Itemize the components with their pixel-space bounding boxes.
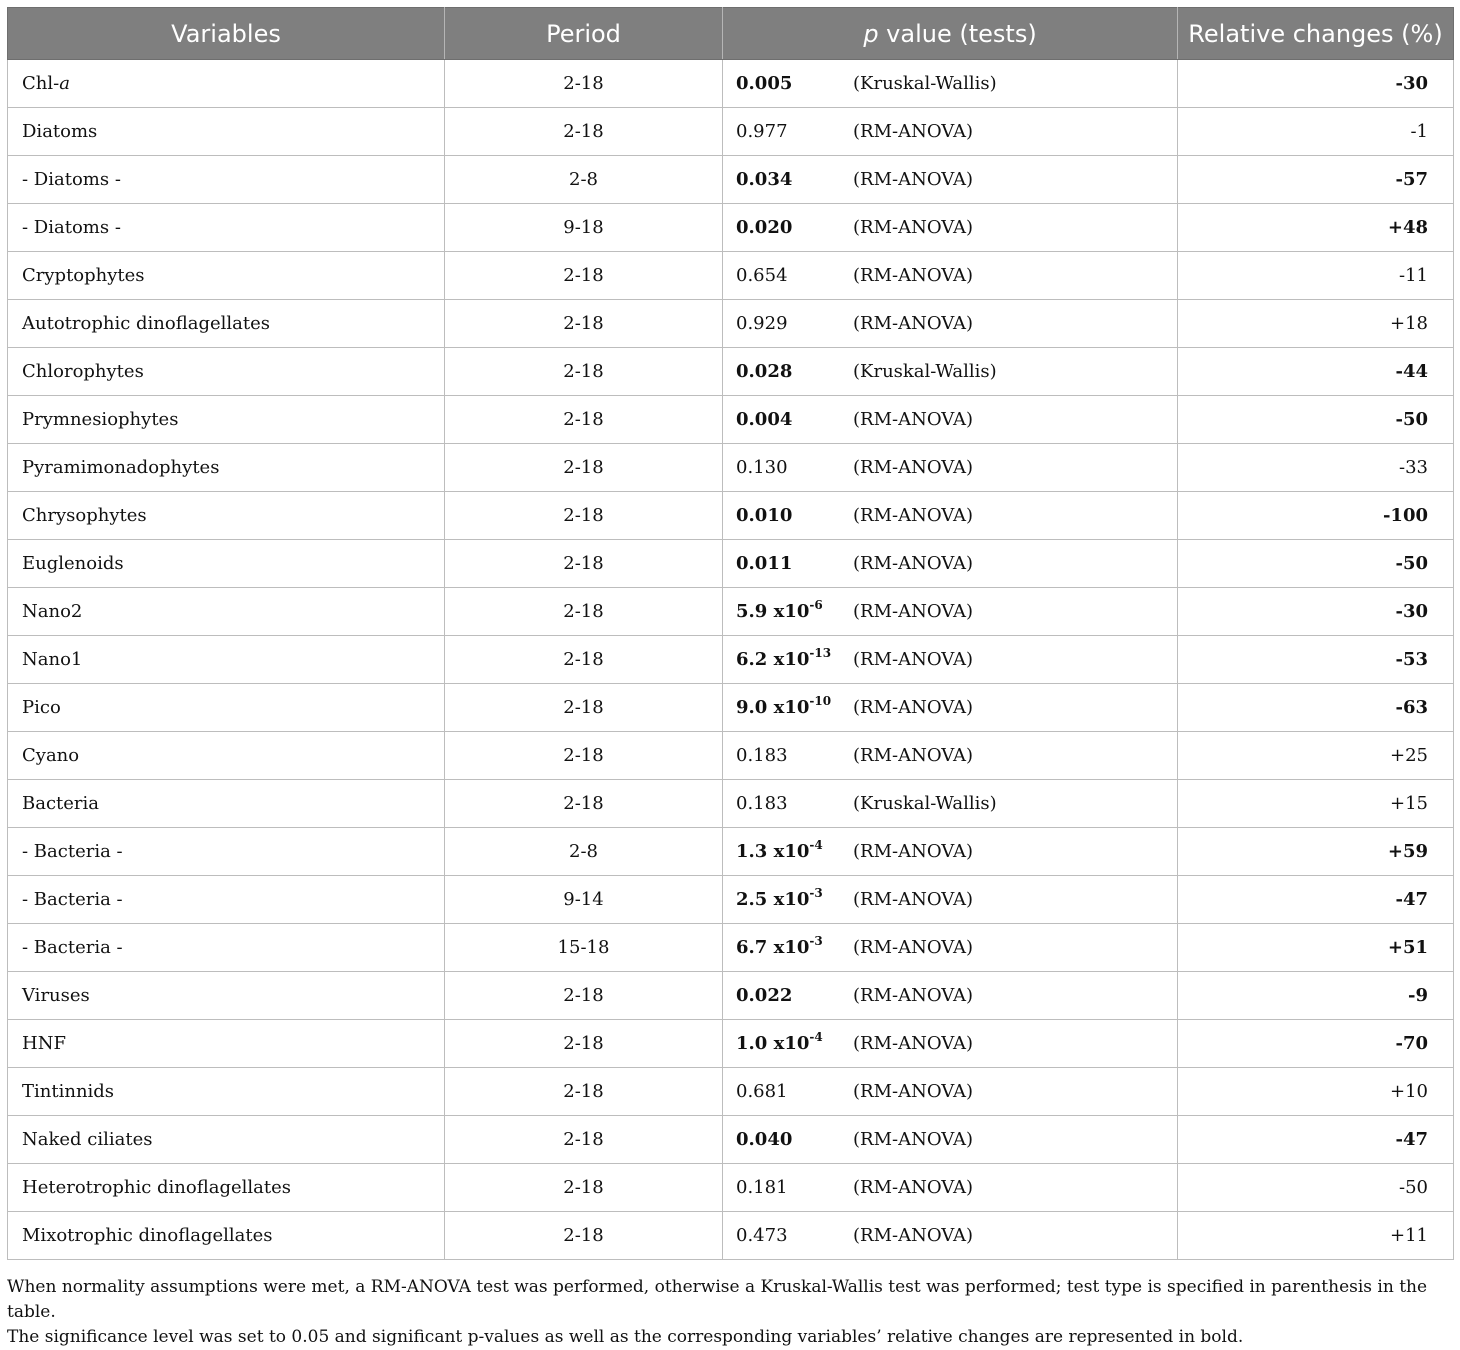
p-value-number: 0.004 <box>736 409 793 430</box>
p-value-number: 0.654 <box>736 265 788 286</box>
test-type: (RM-ANOVA) <box>853 1177 974 1198</box>
cell-p-value <box>723 588 1178 636</box>
test-type: (RM-ANOVA) <box>853 457 974 478</box>
p-value-number: 0.020 <box>736 217 793 238</box>
test-type: (RM-ANOVA) <box>853 649 974 670</box>
test-type: (RM-ANOVA) <box>853 937 974 958</box>
table-row <box>8 492 1454 540</box>
cell-p-value <box>723 828 1178 876</box>
cell-relative-change: +25 <box>1178 732 1454 780</box>
cell-variable <box>8 588 445 636</box>
cell-relative-change: -50 <box>1178 1164 1454 1212</box>
cell-variable <box>8 972 445 1020</box>
cell-relative-change: +51 <box>1178 924 1454 972</box>
p-value <box>736 646 853 670</box>
variable-name: - Diatoms - <box>22 169 121 190</box>
p-value <box>736 409 853 430</box>
table-row <box>8 924 1454 972</box>
variable-name: Nano1 <box>22 649 83 670</box>
cell-variable <box>8 1116 445 1164</box>
test-type: (Kruskal-Wallis) <box>853 793 997 814</box>
cell-variable <box>8 684 445 732</box>
cell-period: 9-14 <box>445 876 723 924</box>
cell-p-value <box>723 60 1178 108</box>
p-value-exponent: -10 <box>809 694 832 708</box>
cell-relative-change: -30 <box>1178 60 1454 108</box>
cell-p-value <box>723 1068 1178 1116</box>
cell-relative-change: -9 <box>1178 972 1454 1020</box>
cell-variable <box>8 1212 445 1260</box>
cell-relative-change: -1 <box>1178 108 1454 156</box>
table-row <box>8 444 1454 492</box>
cell-variable <box>8 492 445 540</box>
cell-p-value <box>723 540 1178 588</box>
header-row <box>8 8 1454 60</box>
p-value-number: 0.929 <box>736 313 788 334</box>
cell-period: 2-18 <box>445 1068 723 1116</box>
variable-name: Pyramimonadophytes <box>22 457 220 478</box>
cell-p-value <box>723 204 1178 252</box>
variable-name: Heterotrophic dinoflagellates <box>22 1177 292 1198</box>
test-type: (RM-ANOVA) <box>853 265 974 286</box>
cell-relative-change: -47 <box>1178 1116 1454 1164</box>
cell-relative-change: -11 <box>1178 252 1454 300</box>
cell-relative-change: -100 <box>1178 492 1454 540</box>
test-type: (RM-ANOVA) <box>853 985 974 1006</box>
cell-p-value <box>723 924 1178 972</box>
cell-variable <box>8 828 445 876</box>
cell-variable <box>8 780 445 828</box>
cell-period: 2-18 <box>445 1116 723 1164</box>
variable-name: Pico <box>22 697 61 718</box>
test-type: (RM-ANOVA) <box>853 1081 974 1102</box>
cell-variable <box>8 300 445 348</box>
p-value-number: 0.022 <box>736 985 793 1006</box>
cell-period: 2-18 <box>445 444 723 492</box>
table-row <box>8 540 1454 588</box>
cell-variable <box>8 396 445 444</box>
cell-relative-change: -33 <box>1178 444 1454 492</box>
test-type: (RM-ANOVA) <box>853 409 974 430</box>
cell-period: 15-18 <box>445 924 723 972</box>
cell-period: 9-18 <box>445 204 723 252</box>
cell-relative-change: +10 <box>1178 1068 1454 1116</box>
p-value-number: 0.473 <box>736 1225 788 1246</box>
p-value-number: 5.9 x10 <box>736 601 810 622</box>
table-row <box>8 828 1454 876</box>
variable-name: Chl- <box>22 73 60 94</box>
cell-variable <box>8 876 445 924</box>
p-value-number: 0.028 <box>736 361 793 382</box>
test-type: (RM-ANOVA) <box>853 505 974 526</box>
cell-relative-change: -44 <box>1178 348 1454 396</box>
p-value <box>736 217 853 238</box>
variable-name: Viruses <box>22 985 90 1006</box>
cell-variable <box>8 924 445 972</box>
table-row <box>8 732 1454 780</box>
cell-p-value <box>723 1164 1178 1212</box>
p-value <box>736 838 853 862</box>
table-body <box>8 60 1454 1260</box>
cell-relative-change: +48 <box>1178 204 1454 252</box>
cell-period: 2-18 <box>445 1212 723 1260</box>
cell-period: 2-18 <box>445 732 723 780</box>
variable-name: Mixotrophic dinoflagellates <box>22 1225 273 1246</box>
p-value-number: 0.183 <box>736 745 788 766</box>
variable-name: Euglenoids <box>22 553 124 574</box>
table-row <box>8 1164 1454 1212</box>
p-value-number: 0.183 <box>736 793 788 814</box>
cell-relative-change: -50 <box>1178 396 1454 444</box>
cell-p-value <box>723 108 1178 156</box>
cell-p-value <box>723 780 1178 828</box>
variable-name: Cyano <box>22 745 80 766</box>
cell-period: 2-18 <box>445 540 723 588</box>
p-value-number: 0.181 <box>736 1177 788 1198</box>
cell-p-value <box>723 1020 1178 1068</box>
cell-period: 2-18 <box>445 972 723 1020</box>
cell-period: 2-18 <box>445 252 723 300</box>
cell-p-value <box>723 252 1178 300</box>
variable-name: Chlorophytes <box>22 361 144 382</box>
table-row <box>8 1116 1454 1164</box>
p-value-number: 0.010 <box>736 505 793 526</box>
table-row <box>8 252 1454 300</box>
variable-name: HNF <box>22 1033 66 1054</box>
test-type: (RM-ANOVA) <box>853 1033 974 1054</box>
table-row <box>8 636 1454 684</box>
cell-p-value <box>723 684 1178 732</box>
p-value <box>736 1030 853 1054</box>
p-value <box>736 73 853 94</box>
cell-variable <box>8 252 445 300</box>
p-value-exponent: -4 <box>809 1030 823 1044</box>
cell-period: 2-8 <box>445 828 723 876</box>
header-variables: Variables <box>8 8 445 60</box>
header-relative-changes: Relative changes (%) <box>1178 8 1454 60</box>
footnote-normality: When normality assumptions were met, a RM-ANOVA test was performed, otherwise a Kruskal-Wallis test was performed; test type is specified in parenthesis in the table. <box>7 1277 1428 1322</box>
table-row <box>8 204 1454 252</box>
variable-name: - Diatoms - <box>22 217 121 238</box>
p-value <box>736 361 853 382</box>
cell-period: 2-18 <box>445 1164 723 1212</box>
p-value-exponent: -3 <box>809 934 823 948</box>
cell-relative-change: -57 <box>1178 156 1454 204</box>
cell-variable <box>8 1068 445 1116</box>
table-row <box>8 1212 1454 1260</box>
p-value-exponent: -6 <box>809 598 823 612</box>
cell-relative-change: -63 <box>1178 684 1454 732</box>
variable-name: Nano2 <box>22 601 83 622</box>
cell-variable <box>8 1020 445 1068</box>
footnote-significance: The significance level was set to 0.05 and significant p-values as well as the corresponding variables’ relative changes are represented in bold. <box>7 1327 1244 1347</box>
p-value-number: 0.977 <box>736 121 788 142</box>
p-value <box>736 745 853 766</box>
cell-variable <box>8 636 445 684</box>
cell-p-value <box>723 876 1178 924</box>
variable-name: - Bacteria - <box>22 841 123 862</box>
variable-name: Naked ciliates <box>22 1129 153 1150</box>
cell-period: 2-18 <box>445 1020 723 1068</box>
p-value-number: 0.040 <box>736 1129 793 1150</box>
table-row <box>8 876 1454 924</box>
test-type: (RM-ANOVA) <box>853 697 974 718</box>
cell-variable <box>8 732 445 780</box>
variable-italic: a <box>59 73 70 94</box>
cell-relative-change: +18 <box>1178 300 1454 348</box>
cell-variable <box>8 348 445 396</box>
cell-variable <box>8 108 445 156</box>
test-type: (RM-ANOVA) <box>853 121 974 142</box>
p-value-exponent: -3 <box>809 886 823 900</box>
cell-variable <box>8 540 445 588</box>
results-table <box>7 7 1454 1260</box>
variable-name: Prymnesiophytes <box>22 409 179 430</box>
p-value <box>736 505 853 526</box>
cell-relative-change: -50 <box>1178 540 1454 588</box>
p-value <box>736 886 853 910</box>
test-type: (Kruskal-Wallis) <box>853 361 997 382</box>
p-value-exponent: -4 <box>809 838 823 852</box>
header-p-value <box>723 8 1178 60</box>
cell-period: 2-18 <box>445 300 723 348</box>
p-value <box>736 598 853 622</box>
p-value-number: 6.2 x10 <box>736 649 810 670</box>
test-type: (RM-ANOVA) <box>853 745 974 766</box>
cell-period: 2-18 <box>445 636 723 684</box>
test-type: (RM-ANOVA) <box>853 553 974 574</box>
p-value-number: 0.130 <box>736 457 788 478</box>
p-value-number: 1.0 x10 <box>736 1033 810 1054</box>
cell-period: 2-18 <box>445 684 723 732</box>
test-type: (RM-ANOVA) <box>853 169 974 190</box>
variable-name: - Bacteria - <box>22 889 123 910</box>
p-value-number: 2.5 x10 <box>736 889 810 910</box>
cell-relative-change: +59 <box>1178 828 1454 876</box>
p-value-number: 0.011 <box>736 553 793 574</box>
cell-period: 2-18 <box>445 348 723 396</box>
p-value <box>736 985 853 1006</box>
cell-p-value <box>723 444 1178 492</box>
cell-p-value <box>723 492 1178 540</box>
p-value-number: 0.005 <box>736 73 793 94</box>
variable-name: Chrysophytes <box>22 505 147 526</box>
table-row <box>8 780 1454 828</box>
cell-variable <box>8 444 445 492</box>
cell-period: 2-18 <box>445 780 723 828</box>
cell-relative-change: -30 <box>1178 588 1454 636</box>
table-row <box>8 588 1454 636</box>
p-value <box>736 793 853 814</box>
p-value-number: 0.034 <box>736 169 793 190</box>
cell-period: 2-18 <box>445 588 723 636</box>
cell-variable <box>8 156 445 204</box>
test-type: (Kruskal-Wallis) <box>853 73 997 94</box>
p-value <box>736 121 853 142</box>
variable-name: Cryptophytes <box>22 265 145 286</box>
cell-period: 2-18 <box>445 396 723 444</box>
header-period: Period <box>445 8 723 60</box>
cell-variable <box>8 60 445 108</box>
table-row <box>8 60 1454 108</box>
cell-p-value <box>723 156 1178 204</box>
test-type: (RM-ANOVA) <box>853 1129 974 1150</box>
p-value <box>736 1225 853 1246</box>
variable-name: Bacteria <box>22 793 100 814</box>
p-value-number: 1.3 x10 <box>736 841 810 862</box>
cell-relative-change: +11 <box>1178 1212 1454 1260</box>
cell-variable <box>8 204 445 252</box>
cell-relative-change: -47 <box>1178 876 1454 924</box>
table-row <box>8 1020 1454 1068</box>
cell-period: 2-18 <box>445 108 723 156</box>
cell-p-value <box>723 972 1178 1020</box>
p-value-number: 6.7 x10 <box>736 937 810 958</box>
test-type: (RM-ANOVA) <box>853 313 974 334</box>
p-value <box>736 1177 853 1198</box>
p-value <box>736 265 853 286</box>
p-value <box>736 169 853 190</box>
p-value <box>736 1129 853 1150</box>
test-type: (RM-ANOVA) <box>853 889 974 910</box>
variable-name: Diatoms <box>22 121 98 142</box>
variable-name: Autotrophic dinoflagellates <box>22 313 271 334</box>
cell-period: 2-18 <box>445 60 723 108</box>
p-value-number: 9.0 x10 <box>736 697 810 718</box>
p-value <box>736 934 853 958</box>
table-row <box>8 1068 1454 1116</box>
results-table-container <box>7 7 1453 1260</box>
table-row <box>8 348 1454 396</box>
variable-name: - Bacteria - <box>22 937 123 958</box>
p-value-exponent: -13 <box>809 646 832 660</box>
cell-period: 2-18 <box>445 492 723 540</box>
table-row <box>8 396 1454 444</box>
cell-p-value <box>723 1116 1178 1164</box>
test-type: (RM-ANOVA) <box>853 1225 974 1246</box>
p-value <box>736 457 853 478</box>
cell-p-value <box>723 348 1178 396</box>
p-value <box>736 1081 853 1102</box>
cell-p-value <box>723 636 1178 684</box>
test-type: (RM-ANOVA) <box>853 841 974 862</box>
test-type: (RM-ANOVA) <box>853 601 974 622</box>
table-row <box>8 300 1454 348</box>
cell-p-value <box>723 396 1178 444</box>
cell-p-value <box>723 732 1178 780</box>
cell-p-value <box>723 300 1178 348</box>
cell-period: 2-8 <box>445 156 723 204</box>
cell-relative-change: -53 <box>1178 636 1454 684</box>
cell-p-value <box>723 1212 1178 1260</box>
table-row <box>8 156 1454 204</box>
table-row <box>8 684 1454 732</box>
p-value <box>736 553 853 574</box>
table-row <box>8 972 1454 1020</box>
p-value <box>736 313 853 334</box>
p-value-number: 0.681 <box>736 1081 788 1102</box>
cell-variable <box>8 1164 445 1212</box>
cell-relative-change: -70 <box>1178 1020 1454 1068</box>
header-p-rest: value (tests) <box>878 19 1037 48</box>
header-p-italic: p <box>863 19 879 48</box>
table-row <box>8 108 1454 156</box>
table-footnotes <box>7 1275 1453 1350</box>
variable-name: Tintinnids <box>22 1081 115 1102</box>
test-type: (RM-ANOVA) <box>853 217 974 238</box>
cell-relative-change: +15 <box>1178 780 1454 828</box>
p-value <box>736 694 853 718</box>
